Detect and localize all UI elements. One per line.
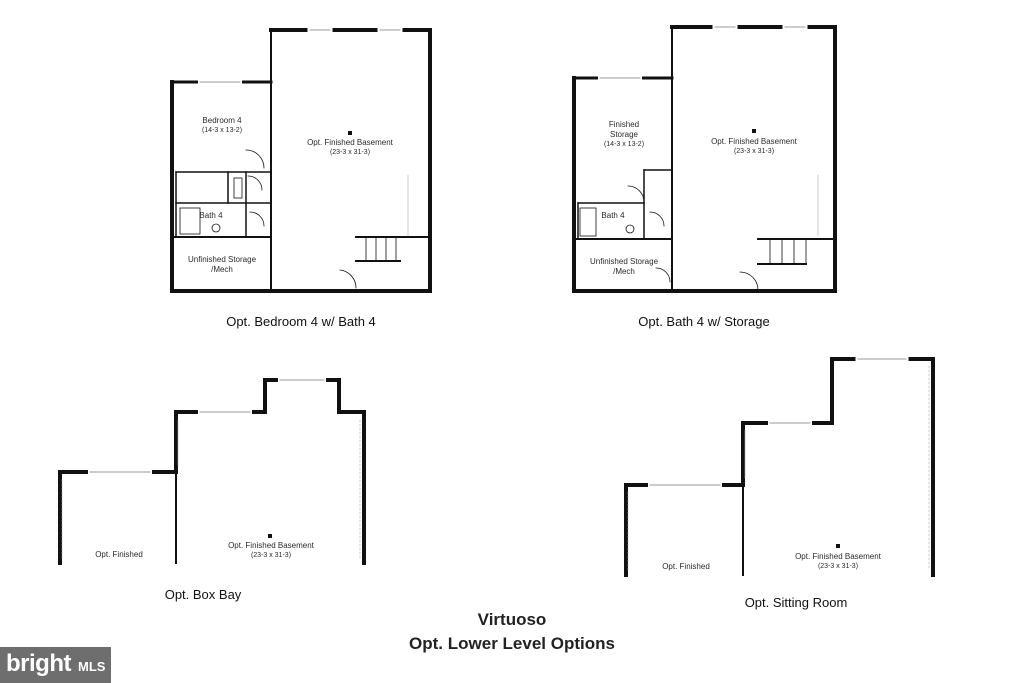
plan-caption: Opt. Box Bay [164, 587, 242, 602]
room-name: Finished [608, 120, 640, 129]
plan-caption: Opt. Bath 4 w/ Storage [638, 314, 770, 329]
room-name: Opt. Finished Basement [795, 552, 881, 561]
room-name: Unfinished Storage [187, 255, 257, 264]
room-name: Bath 4 [601, 211, 625, 220]
room-name-line2: /Mech [613, 267, 635, 276]
room-dimensions: (23-3 x 31-3) [733, 148, 775, 155]
room-name: Opt. Finished Basement [228, 541, 314, 550]
title-line-1: Virtuoso [477, 610, 547, 629]
room-name: Opt. Finished Basement [307, 138, 393, 147]
room-name: Bedroom 4 [202, 116, 242, 125]
room-label [641, 562, 731, 572]
room-dimensions: (23-3 x 31-3) [329, 149, 371, 156]
room-name-line2: Storage [609, 130, 639, 139]
room-name: Unfinished Storage [589, 257, 659, 266]
room-dimensions: (23-3 x 31-3) [250, 552, 292, 559]
page-title [312, 608, 712, 656]
logo-brand: bright [6, 650, 71, 677]
room-name: Bath 4 [199, 211, 223, 220]
room-dimensions: (14-3 x 13-2) [201, 127, 243, 134]
room-name-line2: /Mech [211, 265, 233, 274]
room-dimensions: (23-3 x 31-3) [817, 563, 859, 570]
plan-caption: Opt. Sitting Room [744, 595, 848, 610]
title-line-2: Opt. Lower Level Options [409, 634, 615, 653]
room-label [773, 552, 903, 572]
plan-caption: Opt. Bedroom 4 w/ Bath 4 [226, 314, 376, 329]
room-name: Opt. Finished Basement [711, 137, 797, 146]
room-dimensions: (14-3 x 13-2) [603, 141, 645, 148]
bright-mls-logo [0, 647, 111, 683]
room-name: Opt. Finished [95, 550, 143, 559]
logo-suffix: MLS [78, 659, 106, 674]
room-name: Opt. Finished [662, 562, 710, 571]
